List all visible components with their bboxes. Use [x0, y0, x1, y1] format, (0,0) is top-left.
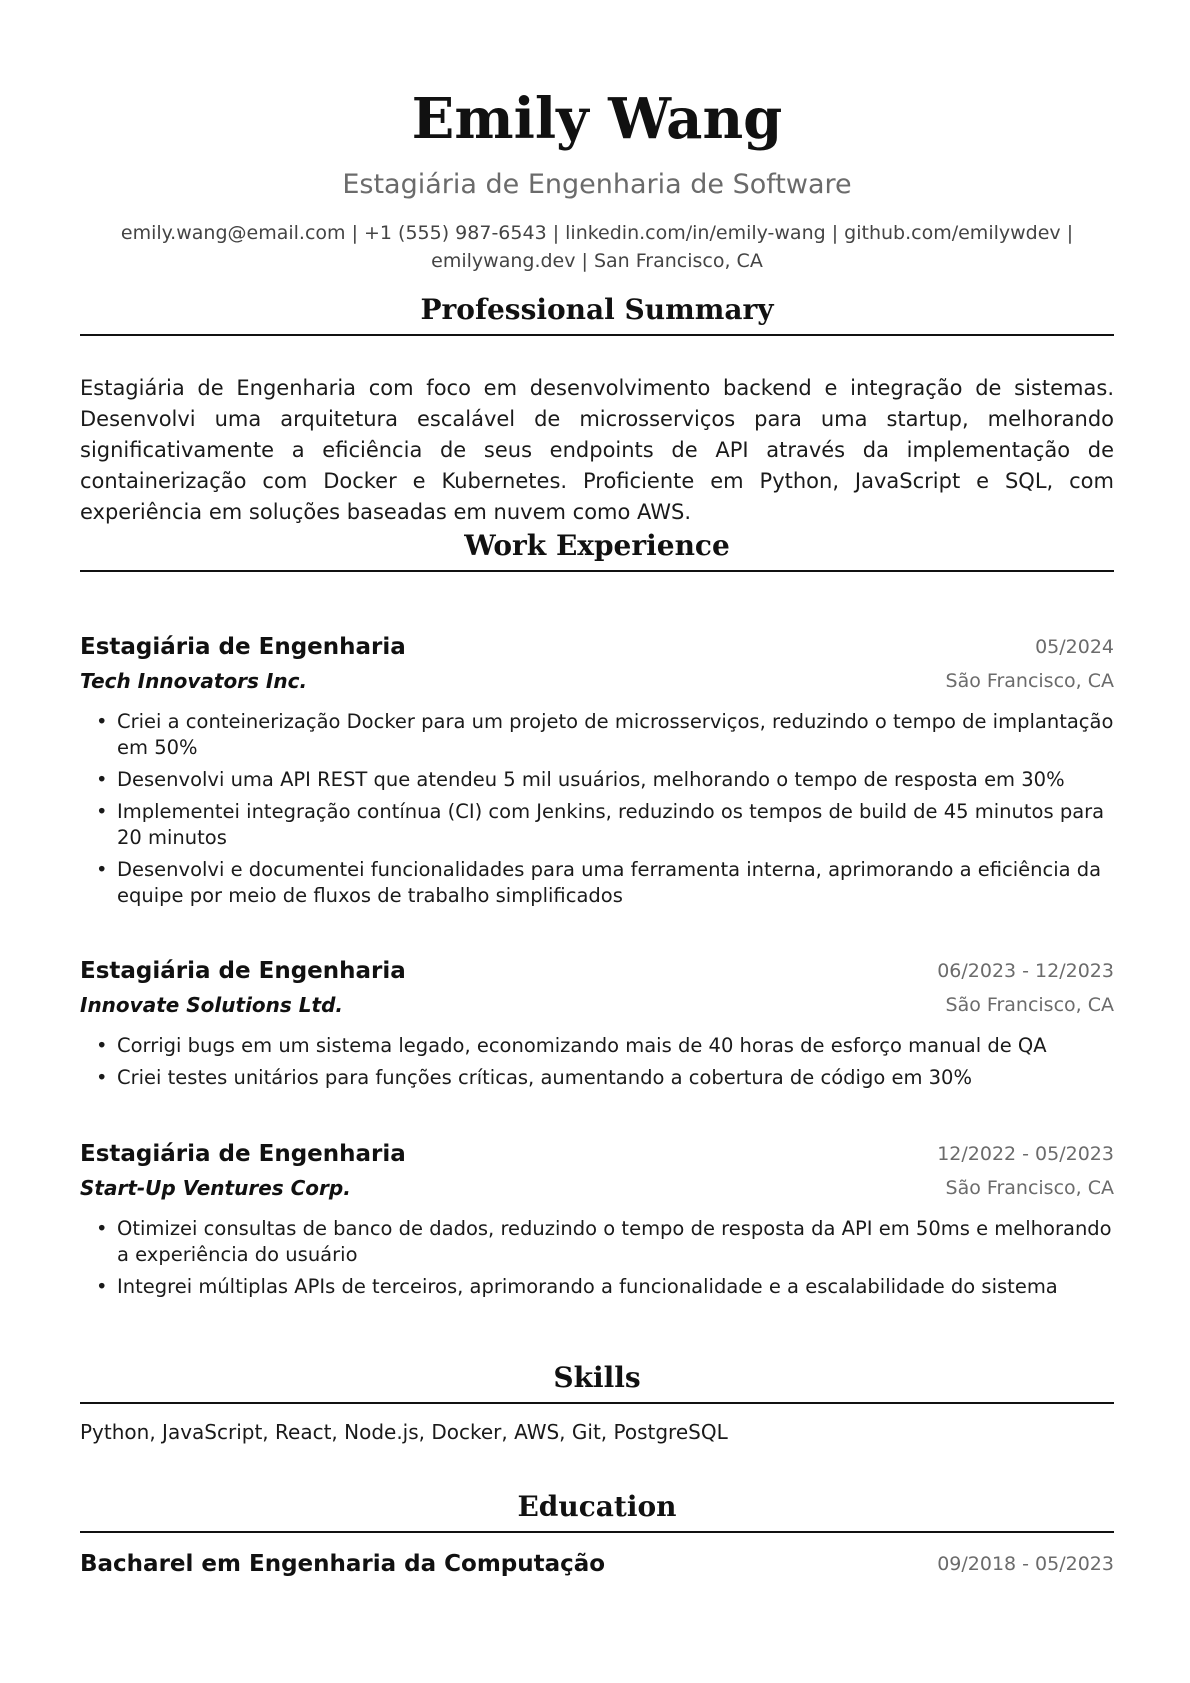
- job-entry: [80, 1138, 1114, 1306]
- section-title-experience: Work Experience: [80, 528, 1114, 572]
- job-date: 12/2022 - 05/2023: [937, 1143, 1114, 1165]
- education-date: 09/2018 - 05/2023: [937, 1553, 1114, 1575]
- candidate-title: Estagiária de Engenharia de Software: [342, 169, 852, 200]
- job-entry: [80, 955, 1114, 1097]
- job-company: Innovate Solutions Ltd.: [80, 993, 343, 1017]
- job-company: Tech Innovators Inc.: [80, 669, 308, 693]
- skills-list: Python, JavaScript, React, Node.js, Docker, AWS, Git, PostgreSQL: [80, 1420, 728, 1444]
- bullet-item: • Implementei integração contínua (CI) com Jenkins, reduzindo os tempos de build de 45 minutos para 20 minutos: [96, 800, 1105, 849]
- candidate-name: Emily Wang: [411, 86, 783, 152]
- bullet-item: • Otimizei consultas de banco de dados, reduzindo o tempo de resposta da API em 50ms e melhorando a experiência do usuário: [96, 1217, 1112, 1266]
- job-bullets: [80, 709, 1114, 909]
- section-title-summary: Professional Summary: [80, 292, 1114, 336]
- job-location: São Francisco, CA: [945, 1177, 1114, 1199]
- job-role: Estagiária de Engenharia: [80, 634, 406, 660]
- bullet-item: • Corrigi bugs em um sistema legado, economizando mais de 40 horas de esforço manual de QA: [96, 1034, 1047, 1057]
- bullet-item: • Criei a conteinerização Docker para um projeto de microsserviços, reduzindo o tempo de implantação em 50%: [96, 710, 1114, 759]
- job-company: Start-Up Ventures Corp.: [80, 1176, 351, 1200]
- education-entry: [80, 1548, 1114, 1584]
- contact-line: emilywang.dev | San Francisco, CA: [431, 250, 763, 272]
- job-role: Estagiária de Engenharia: [80, 1141, 406, 1167]
- contact-line: emily.wang@email.com | +1 (555) 987-6543 | linkedin.com/in/emily-wang | github.com/emilywdev |: [120, 222, 1074, 244]
- job-entry: [80, 631, 1114, 915]
- bullet-item: • Desenvolvi e documentei funcionalidades para uma ferramenta interna, aprimorando a eficiência da equipe por meio de fluxos de trabalho simplificados: [96, 858, 1102, 907]
- bullet-item: • Integrei múltiplas APIs de terceiros, aprimorando a funcionalidade e a escalabilidade do sistema: [96, 1275, 1058, 1298]
- section-title-skills: Skills: [80, 1360, 1114, 1404]
- bullet-item: • Criei testes unitários para funções críticas, aumentando a cobertura de código em 30%: [96, 1066, 972, 1089]
- summary-text: Estagiária de Engenharia com foco em desenvolvimento backend e integração de sistemas. Desenvolvi uma arquitetura escalável de microsserviços para uma startup, melhorando significativamente a eficiência de seus endpoints de API através da implementação de containerização com Docker e Kubernetes. Proficiente em Python, JavaScript e SQL, com experiência em soluções baseadas em nuvem como AWS.: [80, 376, 1114, 524]
- education-degree: Bacharel em Engenharia da Computação: [80, 1551, 606, 1577]
- job-date: 06/2023 - 12/2023: [937, 960, 1114, 982]
- job-location: São Francisco, CA: [945, 994, 1114, 1016]
- bullet-item: • Desenvolvi uma API REST que atendeu 5 mil usuários, melhorando o tempo de resposta em 30%: [96, 768, 1065, 791]
- job-date: 05/2024: [1035, 636, 1114, 658]
- job-role: Estagiária de Engenharia: [80, 958, 406, 984]
- job-bullets: [80, 1033, 1114, 1091]
- contact-info: [80, 219, 1114, 275]
- job-bullets: [80, 1216, 1114, 1300]
- job-location: São Francisco, CA: [945, 670, 1114, 692]
- section-title-education: Education: [80, 1489, 1114, 1533]
